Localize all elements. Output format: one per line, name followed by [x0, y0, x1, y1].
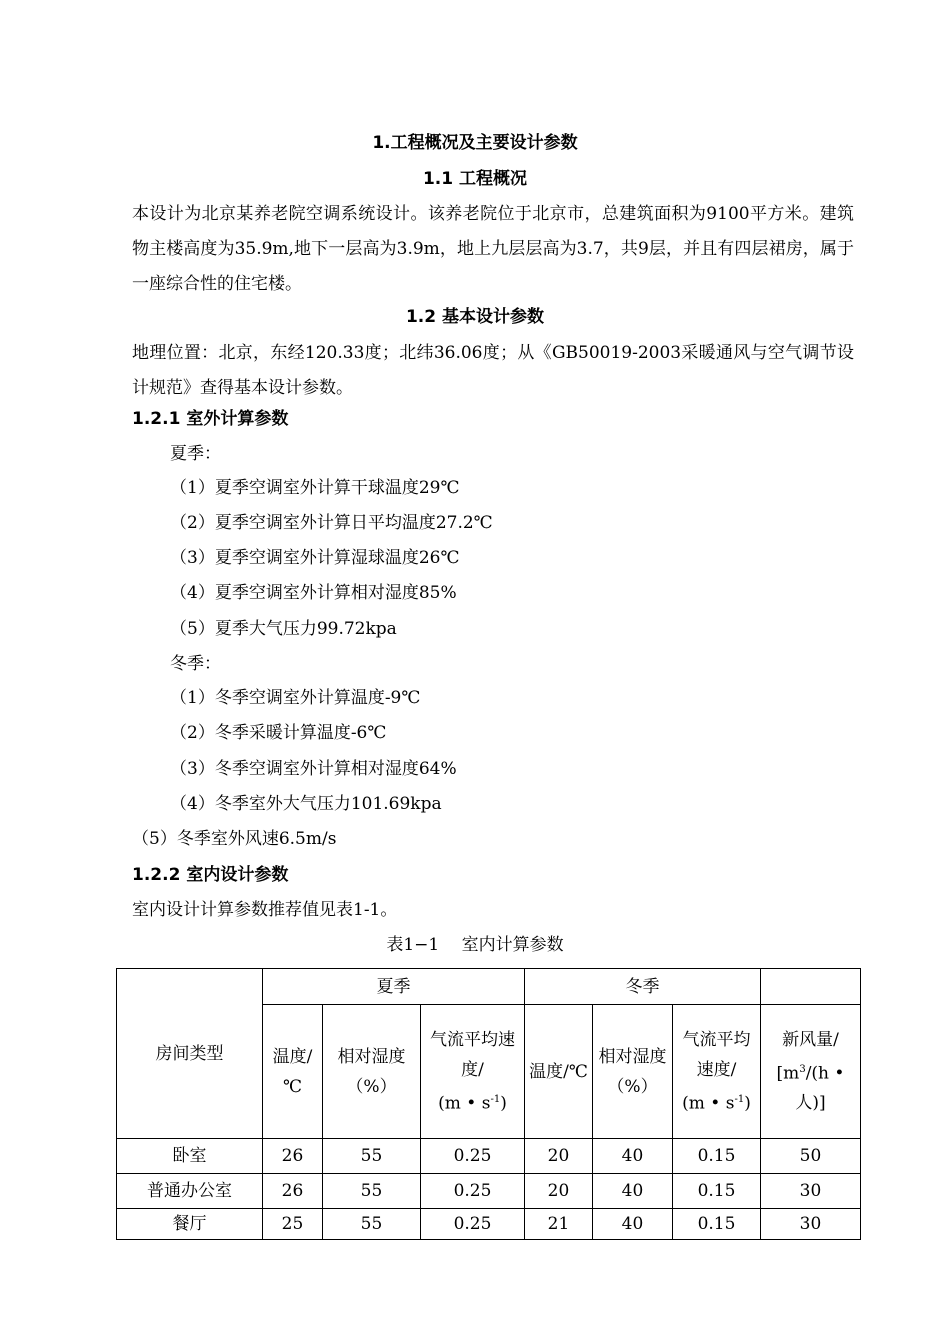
- table-caption: 表1−1 室内计算参数: [386, 935, 564, 955]
- table-cell: 21: [525, 1209, 593, 1240]
- winter-header: 冬季: [525, 969, 761, 1005]
- winter-temp-header: 温度/℃: [525, 1005, 593, 1139]
- fresh-air-top-cell: [761, 969, 861, 1005]
- summer-rh-header: 相对湿度（%）: [323, 1005, 421, 1139]
- winter-rh-header: 相对湿度（%）: [593, 1005, 673, 1139]
- table-cell: 30: [761, 1174, 861, 1209]
- table-cell: 26: [263, 1139, 323, 1174]
- table-cell: 55: [323, 1209, 421, 1240]
- table-cell: 50: [761, 1139, 861, 1174]
- room-name-cell: 餐厅: [117, 1209, 263, 1240]
- table-cell: 55: [323, 1139, 421, 1174]
- table-cell: 40: [593, 1209, 673, 1240]
- winter-airspeed-header: 气流平均速度/ (m • $s^{-1}$): [673, 1005, 761, 1139]
- winter-item: （5）冬季室外风速6.5m/s: [132, 829, 337, 849]
- winter-item: （4）冬季室外大气压力101.69kpa: [170, 794, 442, 814]
- summer-item: （4）夏季空调室外计算相对湿度85%: [170, 583, 457, 603]
- table-cell: 40: [593, 1139, 673, 1174]
- summer-temp-header: 温度/℃: [263, 1005, 323, 1139]
- table-cell: 0.25: [421, 1174, 525, 1209]
- table-row: [117, 1139, 861, 1174]
- indoor-parameters-table: [116, 968, 861, 1240]
- main-heading: 1.工程概况及主要设计参数: [372, 133, 578, 153]
- section-heading-1-2-2: 1.2.2 室内设计参数: [132, 865, 289, 885]
- room-name-cell: 卧室: [117, 1139, 263, 1174]
- table-row: [117, 1209, 861, 1240]
- summer-airspeed-header: 气流平均速度/ (m • $s^{-1}$): [421, 1005, 525, 1139]
- table-cell: 26: [263, 1174, 323, 1209]
- winter-item: （3）冬季空调室外计算相对湿度64%: [170, 759, 457, 779]
- table-cell: 0.25: [421, 1139, 525, 1174]
- location-paragraph: 地理位置：北京，东经120.33度；北纬36.06度；从《GB50019-2003采暖通风与空气调节设计规范》查得基本设计参数。: [132, 343, 854, 398]
- table-cell: 20: [525, 1139, 593, 1174]
- winter-label: 冬季：: [170, 654, 221, 674]
- table-cell: 25: [263, 1209, 323, 1240]
- table-cell: 0.15: [673, 1209, 761, 1240]
- section-heading-1-2: 1.2 基本设计参数: [405, 307, 545, 327]
- section-heading-1-2-1: 1.2.1 室外计算参数: [132, 409, 289, 429]
- room-name-cell: 普通办公室: [117, 1174, 263, 1209]
- overview-paragraph: 本设计为北京某养老院空调系统设计。该养老院位于北京市，总建筑面积为9100平方米。建筑物主楼高度为35.9m,地下一层高为3.9m，地上九层层高为3.7，共9层，并且有四层裙房，属于一座综合性的住宅楼。: [132, 204, 854, 294]
- section-heading-1-1: 1.1 工程概况: [422, 169, 528, 189]
- table-cell: 55: [323, 1174, 421, 1209]
- summer-item: （1）夏季空调室外计算干球温度29℃: [170, 478, 460, 498]
- table-cell: 0.25: [421, 1209, 525, 1240]
- winter-item: （1）冬季空调室外计算温度-9℃: [170, 688, 421, 708]
- table-cell: 40: [593, 1174, 673, 1209]
- indoor-paragraph: 室内设计计算参数推荐值见表1-1。: [132, 900, 398, 920]
- table-cell: 0.15: [673, 1174, 761, 1209]
- table-cell: 0.15: [673, 1139, 761, 1174]
- table-cell: 30: [761, 1209, 861, 1240]
- summer-header: 夏季: [263, 969, 525, 1005]
- summer-label: 夏季：: [170, 444, 221, 464]
- summer-item: （5）夏季大气压力99.72kpa: [170, 619, 397, 639]
- room-type-header: 房间类型: [117, 969, 263, 1139]
- summer-item: （2）夏季空调室外计算日平均温度27.2℃: [170, 513, 493, 533]
- summer-item: （3）夏季空调室外计算湿球温度26℃: [170, 548, 460, 568]
- fresh-air-header: 新风量/ [$m^3/(h$ •人)]: [761, 1005, 861, 1139]
- table-row: [117, 1174, 861, 1209]
- table-cell: 20: [525, 1174, 593, 1209]
- winter-item: （2）冬季采暖计算温度-6℃: [170, 723, 387, 743]
